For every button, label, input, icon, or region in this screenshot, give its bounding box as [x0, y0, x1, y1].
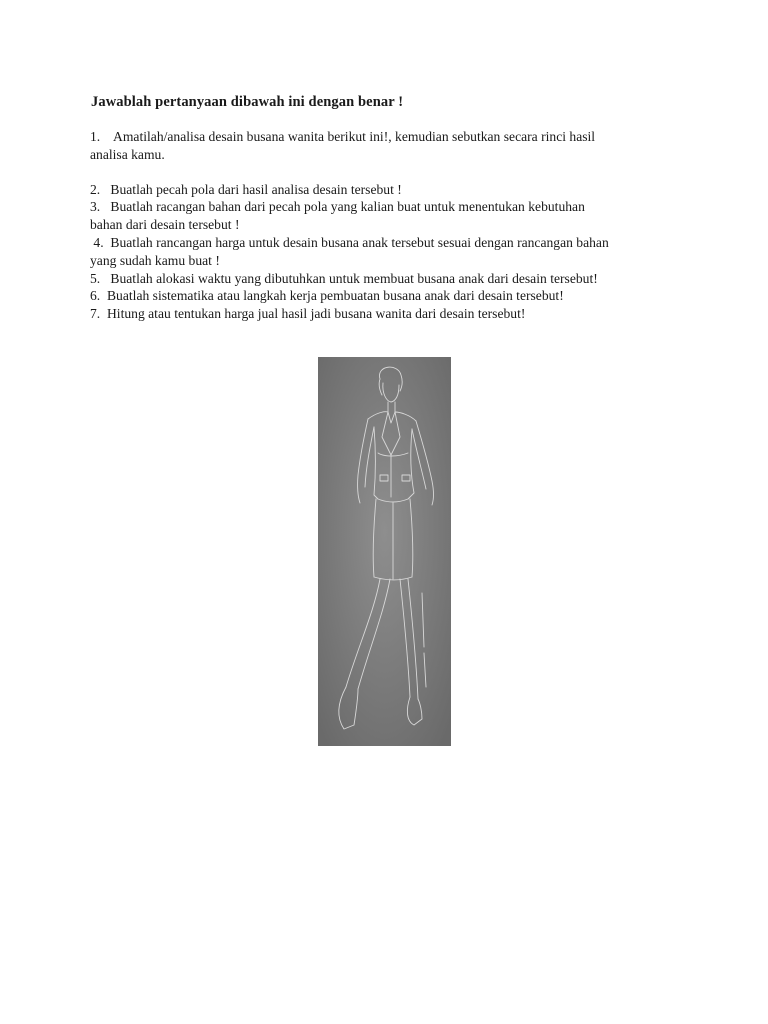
- question-item-5: 5. Buatlah alokasi waktu yang dibutuhkan untuk membuat busana anak dari desain tersebut!: [90, 270, 598, 286]
- question-item-3: 3. Buatlah racangan bahan dari pecah pola yang kalian buat untuk menentukan kebutuhan bahan dari desain tersebut !: [90, 199, 585, 233]
- question-item-7: 7. Hitung atau tentukan harga jual hasil jadi busana wanita dari desain tersebut!: [90, 306, 526, 322]
- question-item-6: 6. Buatlah sistematika atau langkah kerja pembuatan busana anak dari desain tersebut!: [90, 288, 564, 304]
- spacer: [90, 164, 690, 181]
- fashion-figure-drawing: [318, 357, 451, 746]
- question-item-1: 1. Amatilah/analisa desain busana wanita berikut ini!, kemudian sebutkan secara rinci hasil analisa kamu.: [90, 129, 596, 162]
- fashion-sketch-image: [318, 357, 451, 746]
- question-item-2: 2. Buatlah pecah pola dari hasil analisa desain tersebut !: [90, 181, 402, 197]
- question-list: [90, 128, 690, 323]
- question-heading: Jawablah pertanyaan dibawah ini dengan benar !: [91, 94, 404, 110]
- question-item-4: 4. Buatlah rancangan harga untuk desain busana anak tersebut sesuai dengan rancangan bahan yang sudah kamu buat !: [90, 234, 609, 268]
